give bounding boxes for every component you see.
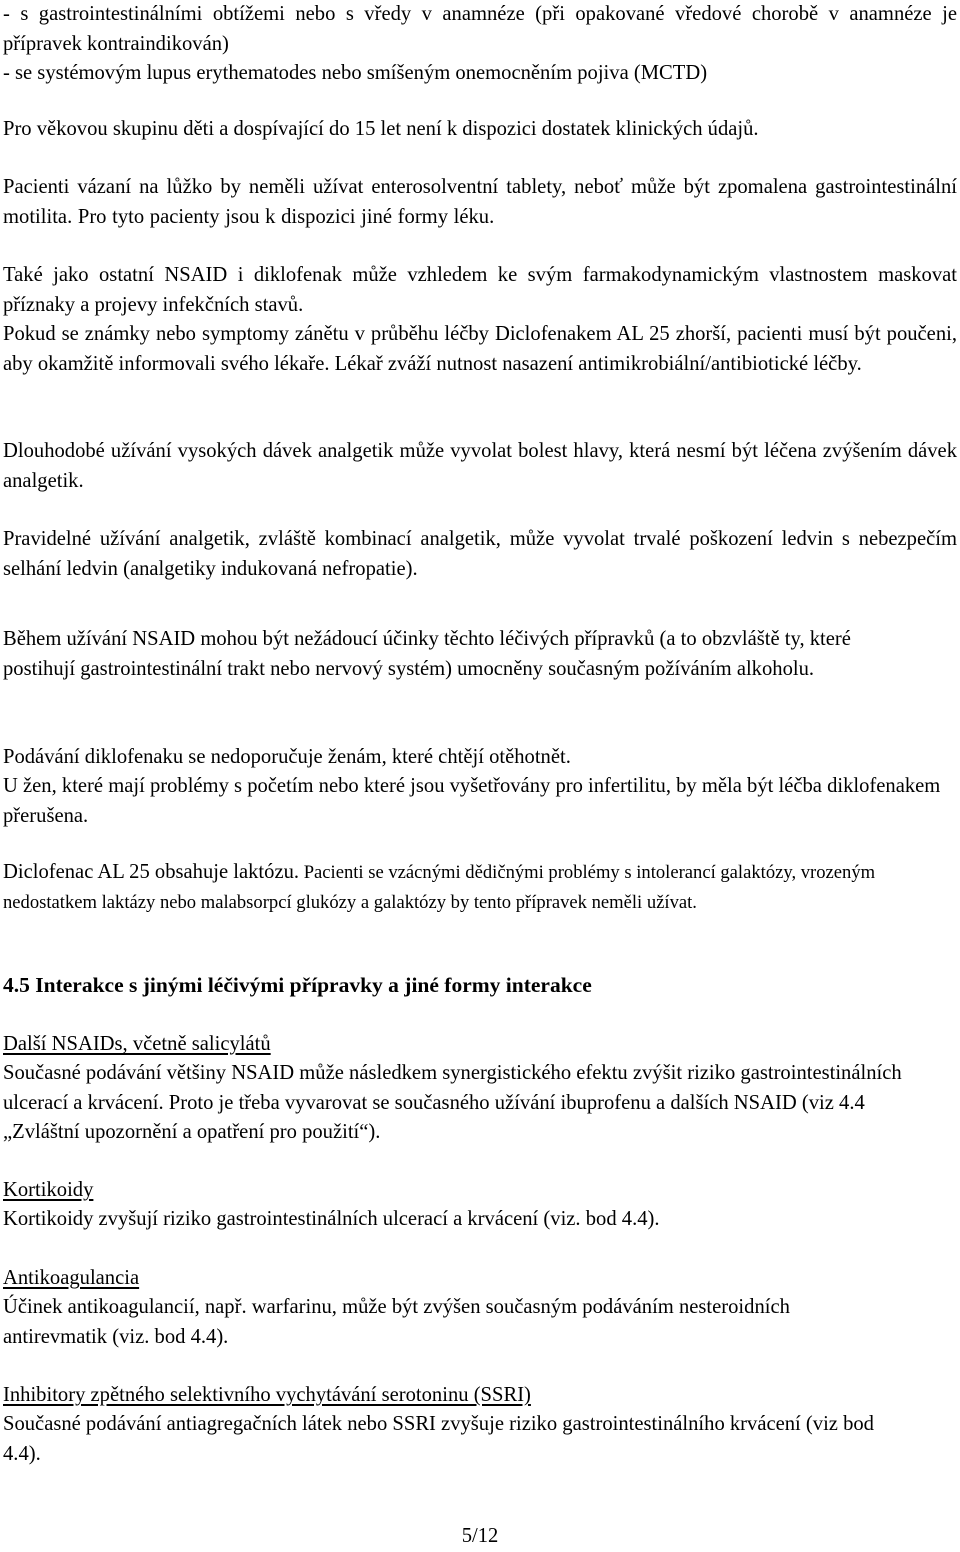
infection-masking-paragraph: Také jako ostatní NSAID i diklofenak může vzhledem ke svým farmakodynamickým vlastnostem maskovat příznaky a projevy infekčních stavů. (3, 264, 957, 316)
interaction-text-anticoagulants: Účinek antikoagulancií, např. warfarinu, může být zvýšen současným podáváním nesteroidních antirevmatik (viz. bod 4.4). (3, 1296, 790, 1348)
lactose-paragraph (3, 858, 943, 917)
interaction-title-ssri: Inhibitory zpětného selektivního vychytávání serotoninu (SSRI) (3, 1384, 531, 1406)
lactose-warning: Pacienti se vzácnými dědičnými problémy s intolerancí galaktózy, vrozeným nedostatkem laktázy nebo malabsorpcí glukózy a galaktózy by tento přípravek neměli užívat. (3, 862, 876, 913)
lactose-statement: Diclofenac AL 25 obsahuje laktózu. (3, 861, 300, 883)
fertility-paragraph-2: U žen, které mají problémy s početím nebo které jsou vyšetřovány pro infertilitu, by měla být léčba diklofenakem přerušena. (3, 775, 941, 827)
interaction-text-ssri: Současné podávání antiagregačních látek nebo SSRI zvyšuje riziko gastrointestinálního krvácení (viz bod 4.4). (3, 1413, 874, 1465)
section-4-5-heading: 4.5 Interakce s jinými léčivými přípravky a jiné formy interakce (3, 973, 592, 997)
alcohol-paragraph: Během užívání NSAID mohou být nežádoucí účinky těchto léčivých přípravků (a to obzvláště ty, které postihují gastrointestinální trakt nebo nervový systém) umocněny současným požíváním alkoholu. (3, 628, 851, 680)
interaction-text-corticoids: Kortikoidy zvyšují riziko gastrointestinálních ulcerací a krvácení (viz. bod 4.4). (3, 1208, 660, 1230)
page-number: 5/12 (461, 1525, 499, 1547)
pediatric-paragraph: Pro věkovou skupinu děti a dospívající do 15 let není k dispozici dostatek klinických údajů. (3, 118, 759, 140)
headache-paragraph: Dlouhodobé užívání vysokých dávek analgetik může vyvolat bolest hlavy, která nesmí být léčena zvýšením dávek analgetik. (3, 440, 957, 492)
contraindication-item-gi: - s gastrointestinálními obtížemi nebo s vředy v anamnéze (při opakované vředové chorobě v anamnéze je přípravek kontraindikován) (3, 3, 957, 55)
interaction-title-anticoagulants: Antikoagulancia (3, 1267, 140, 1289)
fertility-paragraph-1: Podávání diklofenaku se nedoporučuje ženám, které chtějí otěhotnět. (3, 746, 571, 768)
bedridden-paragraph: Pacienti vázaní na lůžko by neměli užívat enterosolventní tablety, neboť může být zpomalena gastrointestinální motilita. Pro tyto pacienty jsou k dispozici jiné formy léku. (3, 176, 957, 228)
interaction-title-corticoids: Kortikoidy (3, 1179, 94, 1201)
nephropathy-paragraph: Pravidelné užívání analgetik, zvláště kombinací analgetik, může vyvolat trvalé poškození ledvin s nebezpečím selhání ledvin (analgetiky indukovaná nefropatie). (3, 528, 957, 580)
interaction-text-nsaids: Současné podávání většiny NSAID může následkem synergistického efektu zvýšit riziko gastrointestinálních ulcerací a krvácení. Proto je třeba vyvarovat se současného užívání ibuprofenu a dalších NSAID (viz 4.4 „Zvláštní upozornění a opatření pro použití“). (3, 1062, 902, 1144)
interaction-title-nsaids: Další NSAIDs, včetně salicylátů (3, 1033, 271, 1055)
contraindication-item-lupus: - se systémovým lupus erythematodes nebo smíšeným onemocněním pojiva (MCTD) (3, 62, 708, 84)
infection-worsening-paragraph: Pokud se známky nebo symptomy zánětu v průběhu léčby Diclofenakem AL 25 zhorší, pacienti musí být poučeni, aby okamžitě informovali svého lékaře. Lékař zváží nutnost nasazení antimikrobiální/antibiotické léčby. (3, 323, 957, 375)
